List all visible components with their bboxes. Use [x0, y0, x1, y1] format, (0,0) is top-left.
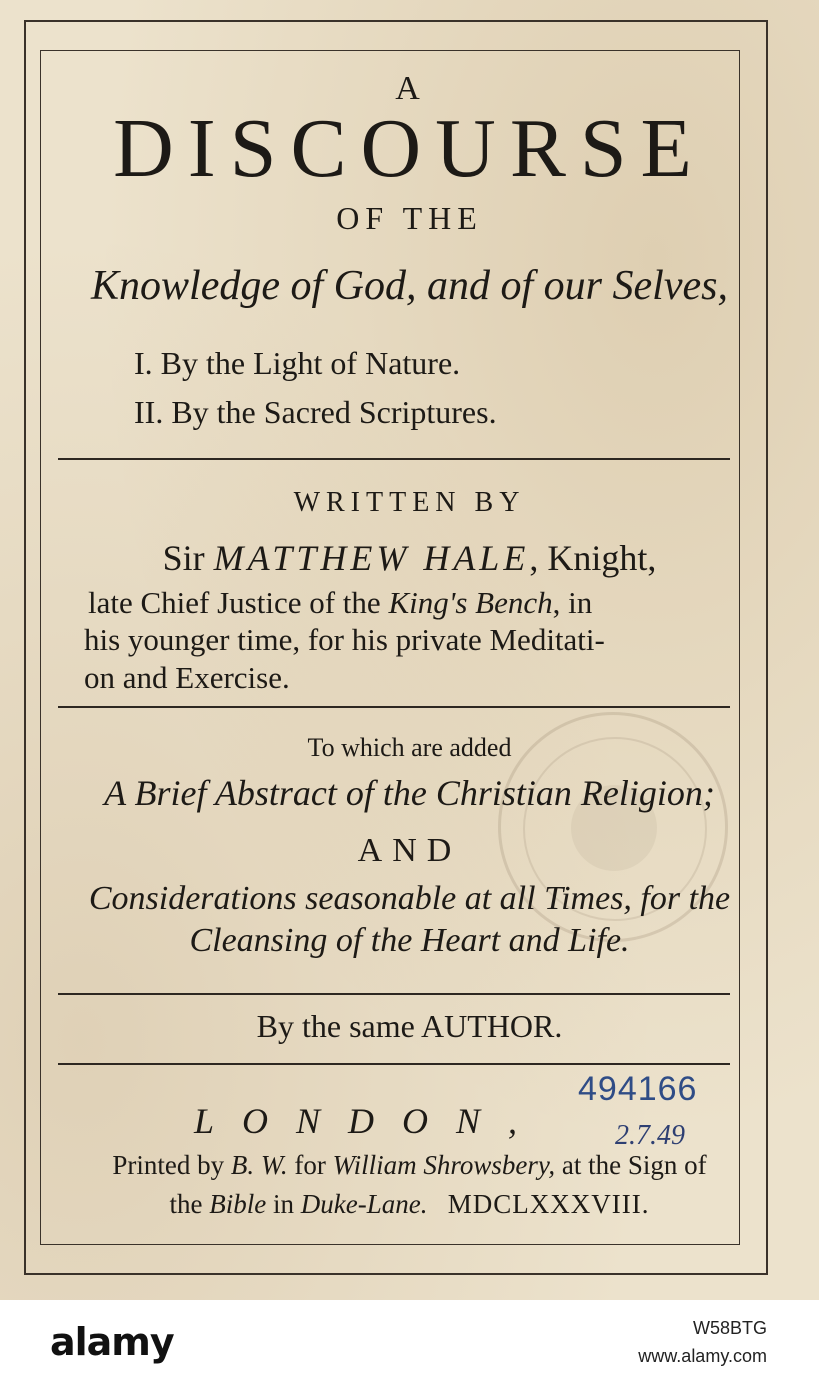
imprint-text: for	[287, 1150, 333, 1180]
author-prefix: Sir	[162, 538, 205, 578]
author-description-line-3: on and Exercise.	[84, 660, 290, 695]
court-name: King's Bench	[388, 585, 553, 620]
list-item-1: I. By the Light of Nature.	[134, 345, 461, 381]
imprint-line-2	[0, 1189, 819, 1220]
image-id: W58BTG	[692, 1318, 767, 1338]
printer-initials: B. W.	[230, 1150, 288, 1180]
author-name: MATTHEW HALE	[213, 538, 530, 578]
street-name: Duke-Lane.	[300, 1189, 428, 1219]
added-work-2-line-2: Cleansing of the Heart and Life.	[189, 922, 630, 959]
added-work-2-line-1: Considerations seasonable at all Times, for the	[88, 880, 731, 917]
accession-number-stamp: 494166	[578, 1070, 698, 1108]
divider-rule	[58, 706, 730, 708]
publisher-name: William Shrowsbery,	[332, 1150, 556, 1180]
same-author-note: By the same AUTHOR.	[256, 1008, 563, 1044]
imprint-text: Printed by	[112, 1150, 231, 1180]
imprint-city: LONDON,	[193, 1101, 546, 1141]
imprint-text: at the Sign of	[555, 1150, 707, 1180]
divider-rule	[58, 1063, 730, 1065]
sign-name: Bible	[209, 1189, 267, 1219]
imprint-text: the	[169, 1189, 210, 1219]
divider-rule	[58, 993, 730, 995]
title-of-the: OF THE	[336, 200, 483, 236]
site-url: www.alamy.com	[638, 1346, 767, 1366]
added-work-1: A Brief Abstract of the Christian Religion;	[104, 773, 715, 813]
desc-text: , in	[552, 585, 593, 620]
author-description-line-2: his younger time, for his private Meditati-	[84, 622, 605, 657]
author-description-line-1	[88, 585, 592, 621]
publication-year: MDCLXXXVIII.	[447, 1189, 650, 1219]
added-intro: To which are added	[307, 733, 512, 762]
title-main: DISCOURSE	[113, 102, 706, 195]
handwritten-date: 2.7.49	[615, 1120, 685, 1151]
title-article: A	[395, 70, 424, 107]
conjunction: AND	[357, 832, 462, 869]
imprint-text: in	[266, 1189, 301, 1219]
author-line	[0, 537, 819, 579]
author-suffix: , Knight,	[529, 538, 657, 578]
written-by-heading: WRITTEN BY	[293, 487, 526, 518]
desc-text: late Chief Justice of the	[88, 585, 389, 620]
subtitle: Knowledge of God, and of our Selves,	[91, 263, 728, 309]
alamy-logo: alamy	[50, 1320, 174, 1364]
stock-footer	[0, 1300, 819, 1390]
imprint-line-1	[0, 1150, 819, 1181]
divider-rule	[58, 458, 730, 460]
list-item-2: II. By the Sacred Scriptures.	[134, 394, 497, 430]
